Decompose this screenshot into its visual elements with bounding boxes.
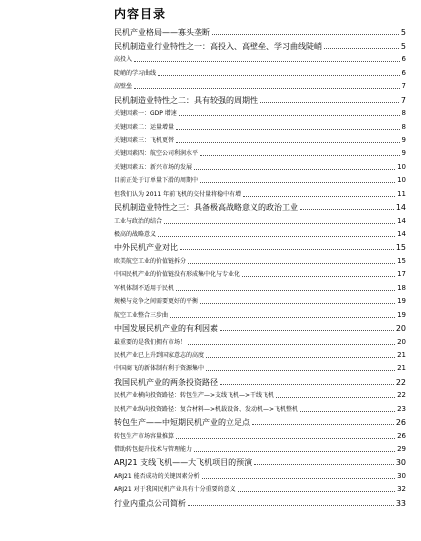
- dot-leader: [212, 34, 399, 35]
- toc-entry-page-number: 26: [397, 431, 406, 440]
- toc-entry-page-number: 9: [401, 135, 406, 144]
- dot-leader: [206, 357, 395, 358]
- toc-entry-title: 最重要的是我们拥有市场！: [114, 338, 187, 346]
- toc-entry-title: 关键因素二：运量增量: [114, 123, 175, 131]
- toc-entry-page-number: 21: [397, 364, 406, 373]
- toc-entry-title: 关键因素三：飞机更替: [114, 136, 175, 144]
- toc-entry-page-number: 21: [397, 350, 406, 359]
- toc-entry-page-number: 30: [395, 458, 406, 468]
- toc-entry-title: 目前正处于订单量下滑的周期中: [114, 177, 199, 185]
- toc-entry-title: 高投入: [114, 56, 133, 64]
- toc-entry[interactable]: [114, 280, 406, 293]
- toc-entry-title: ARJ21 支线飞机——大飞机项目的预演: [114, 458, 253, 468]
- toc-entry[interactable]: [114, 173, 406, 186]
- toc-entry-title: 关键因素五：新兴市场的发展: [114, 163, 193, 171]
- toc-entry-page-number: 26: [395, 418, 406, 428]
- toc-entry[interactable]: [114, 334, 406, 347]
- toc-entry-page-number: 22: [397, 391, 406, 400]
- toc-entry-page-number: 19: [397, 297, 406, 306]
- dot-leader: [158, 75, 400, 76]
- toc-entry[interactable]: [114, 321, 406, 334]
- toc-entry-title: 民机产业纵向投资路径：复合材料—>机载设备、发动机—>飞机整机: [114, 405, 299, 413]
- toc-entry-title: 我国民机产业的两条投资路径: [114, 377, 218, 387]
- dot-leader: [176, 142, 400, 143]
- table-of-contents: [114, 25, 406, 509]
- dot-leader: [194, 169, 395, 170]
- toc-entry-page-number: 7: [400, 95, 406, 105]
- dot-leader: [188, 344, 395, 345]
- toc-entry-page-number: 14: [395, 203, 406, 213]
- toc-entry-page-number: 18: [397, 283, 406, 292]
- toc-entry-title: 民机制造业特性之二：具有较强的周期性: [114, 95, 258, 105]
- toc-entry[interactable]: [114, 415, 406, 428]
- dot-leader: [200, 155, 400, 156]
- toc-entry-title: 转包生产市场容量推算: [114, 432, 175, 440]
- toc-entry[interactable]: [114, 146, 406, 159]
- toc-entry-page-number: 8: [401, 109, 406, 118]
- toc-entry[interactable]: [114, 388, 406, 401]
- toc-entry-page-number: 14: [397, 230, 406, 238]
- toc-entry[interactable]: [114, 106, 406, 119]
- dot-leader: [200, 303, 395, 304]
- dot-leader: [176, 438, 395, 439]
- dot-leader: [276, 397, 395, 398]
- dot-leader: [220, 384, 394, 385]
- toc-entry[interactable]: [114, 361, 406, 374]
- toc-entry-title: 转包生产——中短期民机产业的立足点: [114, 418, 250, 428]
- toc-entry[interactable]: [114, 159, 406, 172]
- toc-entry[interactable]: [114, 455, 406, 468]
- dot-leader: [176, 290, 395, 291]
- toc-entry-page-number: 19: [397, 310, 406, 319]
- toc-entry-page-number: 8: [401, 122, 406, 131]
- dot-leader: [254, 464, 394, 465]
- toc-entry[interactable]: [114, 253, 406, 266]
- toc-entry[interactable]: [114, 307, 406, 320]
- toc-entry-title: 中国商飞的新体制有利于资源集中: [114, 365, 205, 373]
- toc-entry-title: ARJ21 对于我国民机产业具有十分重要的意义: [114, 486, 236, 494]
- toc-entry[interactable]: [114, 92, 406, 105]
- toc-entry-page-number: 30: [397, 471, 406, 480]
- toc-entry[interactable]: [114, 267, 406, 280]
- toc-entry[interactable]: [114, 294, 406, 307]
- toc-entry[interactable]: [114, 227, 406, 240]
- toc-entry-title: 借助转包提升技术与管理能力: [114, 446, 193, 453]
- toc-entry-page-number: 6: [401, 55, 406, 64]
- toc-entry[interactable]: [114, 348, 406, 361]
- toc-entry-page-number: 17: [397, 270, 406, 279]
- toc-entry-page-number: 10: [397, 162, 406, 171]
- toc-entry-page-number: 32: [397, 485, 406, 494]
- toc-entry-page-number: 11: [397, 189, 406, 198]
- toc-entry-title: 中国民机产业的价值链没有形成集中化与专业化: [114, 271, 241, 279]
- toc-entry[interactable]: [114, 401, 406, 414]
- dot-leader: [220, 330, 394, 331]
- toc-entry-title: 陡峭的学习曲线: [114, 69, 157, 77]
- toc-entry-page-number: 9: [401, 149, 406, 158]
- dot-leader: [243, 196, 395, 197]
- dot-leader: [200, 182, 395, 183]
- toc-entry-page-number: 15: [395, 243, 406, 253]
- dot-leader: [202, 478, 395, 479]
- toc-entry-title: 高壁垒: [114, 83, 133, 91]
- dot-leader: [300, 411, 395, 412]
- toc-entry[interactable]: [114, 495, 406, 508]
- toc-entry-title: 行业内重点公司简析: [114, 498, 186, 508]
- toc-entry[interactable]: [114, 119, 406, 132]
- dot-leader: [194, 451, 395, 452]
- toc-entry-title: ARJ21 能否成功的关键因素分析: [114, 472, 200, 480]
- toc-entry-page-number: 20: [395, 324, 406, 334]
- toc-entry-page-number: 5: [400, 28, 406, 38]
- toc-entry-page-number: 23: [397, 404, 406, 413]
- toc-entry-title: 工业与政治的结合: [114, 217, 163, 225]
- dot-leader: [176, 129, 400, 130]
- toc-entry-title: 关键因素一：GDP 增速: [114, 110, 177, 118]
- toc-entry[interactable]: [114, 374, 406, 387]
- dot-leader: [158, 236, 395, 237]
- page-title: 内容目录: [114, 7, 167, 21]
- toc-entry-title: 规模与竞争之间需要更好的平衡: [114, 298, 199, 306]
- toc-entry-title: 欧美航空工业的价值链拆分: [114, 257, 187, 265]
- toc-entry-title: 民机产业横向投资路径：转包生产—>支线飞机—>干线飞机: [114, 392, 275, 400]
- dot-leader: [252, 424, 394, 425]
- toc-entry-title: 中外民机产业对比: [114, 243, 178, 253]
- toc-entry-title: 关键因素四：航空公司利润水平: [114, 150, 199, 158]
- toc-entry-title: 民机产业格局——寡头垄断: [114, 28, 210, 38]
- dot-leader: [188, 263, 395, 264]
- toc-entry[interactable]: [114, 200, 406, 213]
- toc-entry[interactable]: [114, 442, 406, 455]
- toc-entry[interactable]: [114, 38, 406, 51]
- dot-leader: [164, 223, 395, 224]
- toc-entry[interactable]: [114, 240, 406, 253]
- toc-entry-page-number: 15: [397, 256, 406, 265]
- toc-entry-page-number: 33: [395, 498, 406, 508]
- toc-entry[interactable]: [114, 186, 406, 199]
- toc-entry-title: 民机制造业特性之三：具备极高战略意义的政治工业: [114, 203, 298, 213]
- toc-entry[interactable]: [114, 52, 406, 65]
- dot-leader: [180, 249, 394, 250]
- toc-entry-page-number: 14: [397, 216, 406, 225]
- dot-leader: [134, 88, 400, 89]
- toc-entry-title: 但我们认为 2011 年前飞机的交付量将稳中有增: [114, 190, 242, 198]
- toc-entry-page-number: 29: [397, 445, 406, 453]
- dot-leader: [188, 505, 394, 506]
- toc-entry[interactable]: [114, 65, 406, 78]
- toc-entry[interactable]: [114, 428, 406, 441]
- toc-entry[interactable]: [114, 79, 406, 92]
- dot-leader: [206, 370, 395, 371]
- toc-entry[interactable]: [114, 133, 406, 146]
- dot-leader: [300, 209, 394, 210]
- toc-entry-page-number: 7: [401, 82, 406, 91]
- toc-entry[interactable]: [114, 468, 406, 481]
- toc-entry-title: 军机体制不适用于民机: [114, 284, 175, 292]
- toc-entry[interactable]: [114, 482, 406, 495]
- toc-entry-page-number: 22: [395, 377, 406, 387]
- toc-entry-title: 极高的战略意义: [114, 231, 157, 238]
- toc-entry-page-number: 6: [401, 68, 406, 77]
- dot-leader: [238, 491, 395, 492]
- dot-leader: [242, 276, 395, 277]
- dot-leader: [260, 102, 399, 103]
- toc-entry-title: 航空工业整合三步曲: [114, 311, 169, 319]
- toc-entry-page-number: 20: [397, 337, 406, 346]
- toc-entry-title: 民机制造业行业特性之一：高投入、高壁垒、学习曲线陡峭: [114, 41, 322, 51]
- dot-leader: [179, 115, 400, 116]
- dot-leader: [134, 61, 400, 62]
- dot-leader: [170, 317, 395, 318]
- toc-entry-page-number: 10: [397, 176, 406, 185]
- dot-leader: [324, 48, 399, 49]
- toc-entry-title: 民机产业已上升到国家意志的高度: [114, 351, 205, 359]
- toc-entry[interactable]: [114, 25, 406, 38]
- toc-entry[interactable]: [114, 213, 406, 226]
- toc-entry-page-number: 5: [400, 41, 406, 51]
- toc-entry-title: 中国发展民机产业的有利因素: [114, 324, 218, 334]
